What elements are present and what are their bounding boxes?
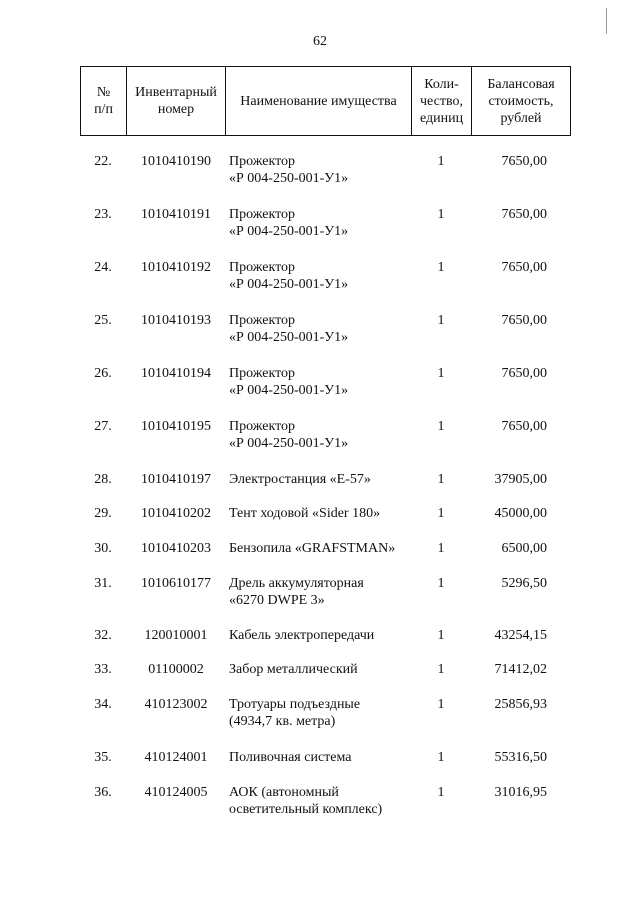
property-name: АОК (автономный осветительный комплекс): [229, 785, 383, 817]
inventory-number: 1010610177: [141, 576, 211, 591]
inventory-number: 1010410192: [141, 260, 211, 275]
quantity: 1: [437, 541, 445, 556]
property-name: Бензопила «GRAFSTMAN»: [229, 541, 396, 556]
inventory-number: 410124001: [144, 750, 208, 765]
inventory-number: 01100002: [148, 662, 204, 677]
property-name: Прожектор «Р 004-250-001-У1»: [229, 207, 349, 239]
inventory-number: 120010001: [144, 628, 208, 643]
balance-value: 7650,00: [501, 260, 547, 275]
balance-value: 7650,00: [501, 154, 547, 169]
header-property-name: Наименование имущества: [226, 67, 412, 136]
balance-value: 37905,00: [494, 472, 547, 487]
balance-value: 7650,00: [501, 419, 547, 434]
inventory-number: 1010410195: [141, 419, 211, 434]
quantity: 1: [437, 366, 445, 381]
row-number: 35.: [94, 750, 112, 765]
inventory-number: 410123002: [144, 697, 208, 712]
quantity: 1: [437, 628, 445, 643]
inventory-number: 1010410191: [141, 207, 211, 222]
balance-value: 71412,02: [494, 662, 547, 677]
inventory-number: 1010410193: [141, 313, 211, 328]
scan-edge-mark: [606, 8, 607, 34]
balance-value: 31016,95: [494, 785, 547, 800]
inventory-number: 1010410194: [141, 366, 211, 381]
balance-value: 5296,50: [501, 576, 547, 591]
header-inventory-number: Инвентарный номер: [127, 67, 226, 136]
quantity: 1: [437, 419, 445, 434]
balance-value: 45000,00: [494, 506, 547, 521]
property-name: Дрель аккумуляторная «6270 DWPE 3»: [229, 576, 364, 608]
quantity: 1: [437, 313, 445, 328]
quantity: 1: [437, 750, 445, 765]
row-number: 27.: [94, 419, 112, 434]
property-name: Прожектор «Р 004-250-001-У1»: [229, 419, 349, 451]
quantity: 1: [437, 506, 445, 521]
inventory-number: 1010410202: [141, 506, 211, 521]
balance-value: 7650,00: [501, 313, 547, 328]
row-number: 33.: [94, 662, 112, 677]
property-name: Тротуары подъездные (4934,7 кв. метра): [229, 697, 361, 729]
balance-value: 6500,00: [501, 541, 547, 556]
quantity: 1: [437, 662, 445, 677]
inventory-number: 1010410190: [141, 154, 211, 169]
row-number: 23.: [94, 207, 112, 222]
inventory-number: 1010410203: [141, 541, 211, 556]
balance-value: 55316,50: [494, 750, 547, 765]
page-number: 62: [313, 34, 327, 49]
row-number: 22.: [94, 154, 112, 169]
quantity: 1: [437, 154, 445, 169]
row-number: 24.: [94, 260, 112, 275]
header-number: № п/п: [81, 67, 127, 136]
property-name: Забор металлический: [229, 662, 358, 677]
header-balance-value: Балансовая стоимость, рублей: [472, 67, 571, 136]
property-name: Прожектор «Р 004-250-001-У1»: [229, 313, 349, 345]
row-number: 36.: [94, 785, 112, 800]
quantity: 1: [437, 697, 445, 712]
property-name: Поливочная система: [229, 750, 352, 765]
quantity: 1: [437, 576, 445, 591]
row-number: 31.: [94, 576, 112, 591]
property-name: Тент ходовой «Sider 180»: [229, 506, 381, 521]
quantity: 1: [437, 207, 445, 222]
quantity: 1: [437, 472, 445, 487]
balance-value: 7650,00: [501, 207, 547, 222]
property-name: Прожектор «Р 004-250-001-У1»: [229, 154, 349, 186]
row-number: 30.: [94, 541, 112, 556]
row-number: 28.: [94, 472, 112, 487]
header-quantity: Коли- чество, единиц: [412, 67, 472, 136]
quantity: 1: [437, 260, 445, 275]
table-header: [80, 66, 571, 136]
property-name: Прожектор «Р 004-250-001-У1»: [229, 366, 349, 398]
row-number: 26.: [94, 366, 112, 381]
balance-value: 7650,00: [501, 366, 547, 381]
balance-value: 25856,93: [494, 697, 547, 712]
property-name: Кабель электропередачи: [229, 628, 375, 643]
row-number: 32.: [94, 628, 112, 643]
quantity: 1: [437, 785, 445, 800]
row-number: 25.: [94, 313, 112, 328]
property-name: Электростанция «Е-57»: [229, 472, 371, 487]
row-number: 29.: [94, 506, 112, 521]
property-name: Прожектор «Р 004-250-001-У1»: [229, 260, 349, 292]
inventory-number: 1010410197: [141, 472, 211, 487]
inventory-number: 410124005: [144, 785, 208, 800]
balance-value: 43254,15: [494, 628, 547, 643]
row-number: 34.: [94, 697, 112, 712]
